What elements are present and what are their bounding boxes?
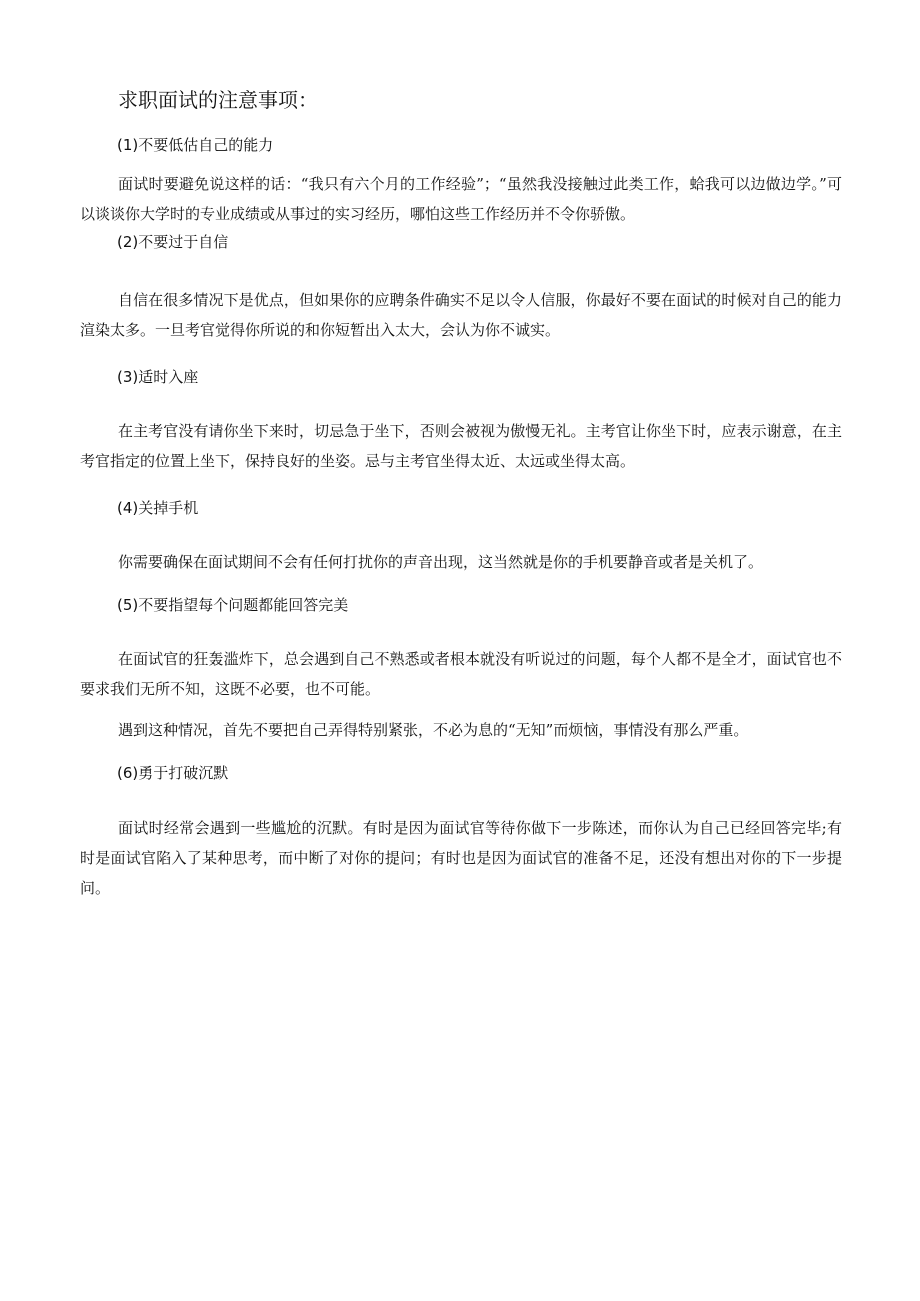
section-1-paragraph: 面试时要避免说这样的话：“我只有六个月的工作经验”；“虽然我没接触过此类工作，蛤我可以边做边学。”可以谈谈你大学时的专业成绩或从事过的实习经历，哪怕这些工作经历并不令你骄傲。: [80, 175, 842, 223]
section-5-paragraph-2: 遇到这种情况，首先不要把自己弄得特别紧张，不必为息的“无知”而烦恼，事情没有那么严重。: [118, 721, 749, 739]
section-6-paragraph: 面试时经常会遇到一些尴尬的沉默。有时是因为面试官等待你做下一步陈述，而你认为自己已经回答完毕;有时是面试官陷入了某种思考，而中断了对你的提问；有时也是因为面试官的准备不足，还没有想出对你的下一步提问。: [80, 819, 842, 897]
section-2-paragraph: 自信在很多情况下是优点，但如果你的应聘条件确实不足以令人信服，你最好不要在面试的时候对自己的能力渲染太多。一旦考官觉得你所说的和你短暂出入太大，会认为你不诚实。: [80, 291, 842, 339]
section-6-heading: (6)勇于打破沉默: [117, 764, 229, 782]
section-5-heading: (5)不要指望每个问题都能回答完美: [117, 596, 349, 614]
section-4-heading: (4)关掉手机: [117, 499, 199, 517]
section-4-paragraph: 你需要确保在面试期间不会有任何打扰你的声音出现，这当然就是你的手机要静音或者是关机了。: [118, 553, 764, 571]
section-5-paragraph-1: 在面试官的狂轰滥炸下，总会遇到自己不熟悉或者根本就没有听说过的问题，每个人都不是全才，面试官也不要求我们无所不知，这既不必要，也不可能。: [80, 650, 842, 698]
section-2-heading: (2)不要过于自信: [117, 233, 229, 251]
section-3-heading: (3)适时入座: [117, 368, 199, 386]
section-3-paragraph: 在主考官没有请你坐下来时，切忌急于坐下，否则会被视为傲慢无礼。主考官让你坐下时，应表示谢意，在主考官指定的位置上坐下，保持良好的坐姿。忌与主考官坐得太近、太远或坐得太高。: [80, 422, 842, 470]
document-title: 求职面试的注意事项：: [118, 88, 318, 112]
section-1-heading: (1)不要低估自己的能力: [117, 136, 274, 154]
